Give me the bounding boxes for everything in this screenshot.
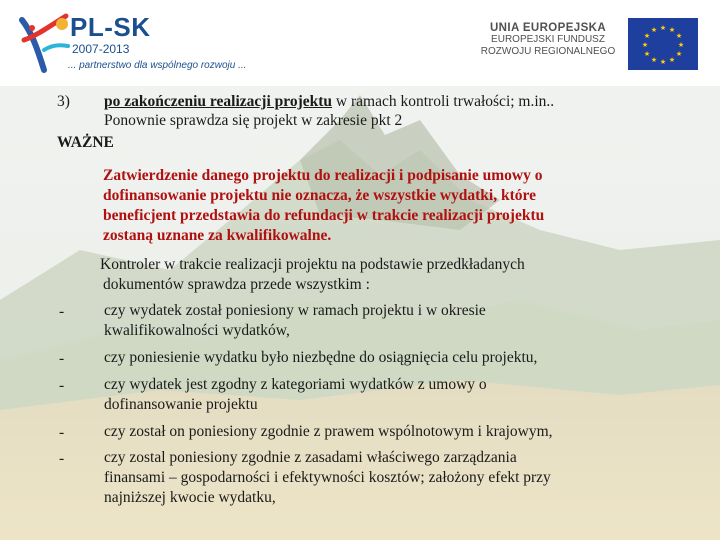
item-3-bold: po zakończeniu realizacji projektu bbox=[104, 93, 333, 110]
important-text-line: dofinansowanie projektu nie oznacza, że wszystkie wydatki, które bbox=[103, 187, 536, 204]
svg-text:★: ★ bbox=[675, 32, 683, 40]
important-text-line: zostaną uznane za kwalifikowalne. bbox=[103, 227, 332, 244]
pl-sk-title: PL-SK bbox=[70, 12, 151, 42]
svg-text:★: ★ bbox=[641, 41, 649, 49]
svg-text:★: ★ bbox=[643, 32, 651, 40]
item-3-line1 bbox=[104, 92, 554, 111]
bullet-text-line: dofinansowanie projektu bbox=[104, 396, 258, 413]
svg-text:★: ★ bbox=[675, 50, 683, 58]
pl-sk-years: 2007-2013 bbox=[72, 42, 130, 56]
bullet-marker: - bbox=[59, 450, 65, 467]
bullet-marker: - bbox=[59, 350, 65, 367]
eu-fund-line2: ROZWOJU REGIONALNEGO bbox=[480, 46, 616, 57]
svg-text:★: ★ bbox=[659, 58, 667, 66]
item-3-rest: w ramach kontroli trwałości; m.in.. bbox=[332, 93, 555, 110]
bullet-text-line: finansami – gospodarności i efektywności kosztów; założony efekt przy bbox=[104, 469, 551, 486]
eu-fund-line1: EUROPEJSKI FUNDUSZ bbox=[491, 34, 605, 45]
controller-text-line: Kontroler w trakcie realizacji projektu na podstawie przedkładanych bbox=[100, 256, 525, 273]
bullet-text-line: czy został on poniesiony zgodnie z prawem wspólnotowym i krajowym, bbox=[104, 423, 553, 440]
pl-sk-tagline: ... partnerstwo dla wspólnego rozwoju ... bbox=[68, 60, 247, 71]
svg-text:★: ★ bbox=[650, 26, 658, 34]
bullet-text-line: kwalifikowalności wydatków, bbox=[104, 322, 290, 339]
important-text-line: beneficjent przedstawia do refundacji w trakcie realizacji projektu bbox=[103, 207, 545, 224]
bullet-text-line: czy wydatek jest zgodny z kategoriami wydatków z umowy o bbox=[104, 376, 487, 393]
svg-text:★: ★ bbox=[650, 56, 658, 64]
bullet-text-line: czy poniesienie wydatku było niezbędne do osiągnięcia celu projektu, bbox=[104, 349, 538, 366]
controller-text-line: dokumentów sprawdza przede wszystkim : bbox=[103, 276, 370, 293]
bullet-text-line: czy wydatek został poniesiony w ramach projektu i w okresie bbox=[104, 302, 486, 319]
bullet-marker: - bbox=[59, 303, 65, 320]
bullet-text-line: najniższej kwocie wydatku, bbox=[104, 489, 276, 506]
svg-text:★: ★ bbox=[643, 50, 651, 58]
important-text-line: Zatwierdzenie danego projektu do realizacji i podpisanie umowy o bbox=[103, 167, 543, 184]
svg-text:★: ★ bbox=[668, 56, 676, 64]
eu-name: UNIA EUROPEJSKA bbox=[489, 22, 607, 34]
item-3-marker: 3) bbox=[57, 93, 70, 110]
bullet-marker: - bbox=[59, 377, 65, 394]
important-label: WAŻNE bbox=[57, 134, 114, 151]
svg-text:★: ★ bbox=[659, 24, 667, 32]
svg-text:★: ★ bbox=[668, 26, 676, 34]
bullet-marker: - bbox=[59, 424, 65, 441]
item-3-line2: Ponownie sprawdza się projekt w zakresie pkt 2 bbox=[104, 112, 403, 129]
bullet-text-line: czy zostal poniesiony zgodnie z zasadami właściwego zarządzania bbox=[104, 449, 517, 466]
svg-text:★: ★ bbox=[677, 41, 685, 49]
